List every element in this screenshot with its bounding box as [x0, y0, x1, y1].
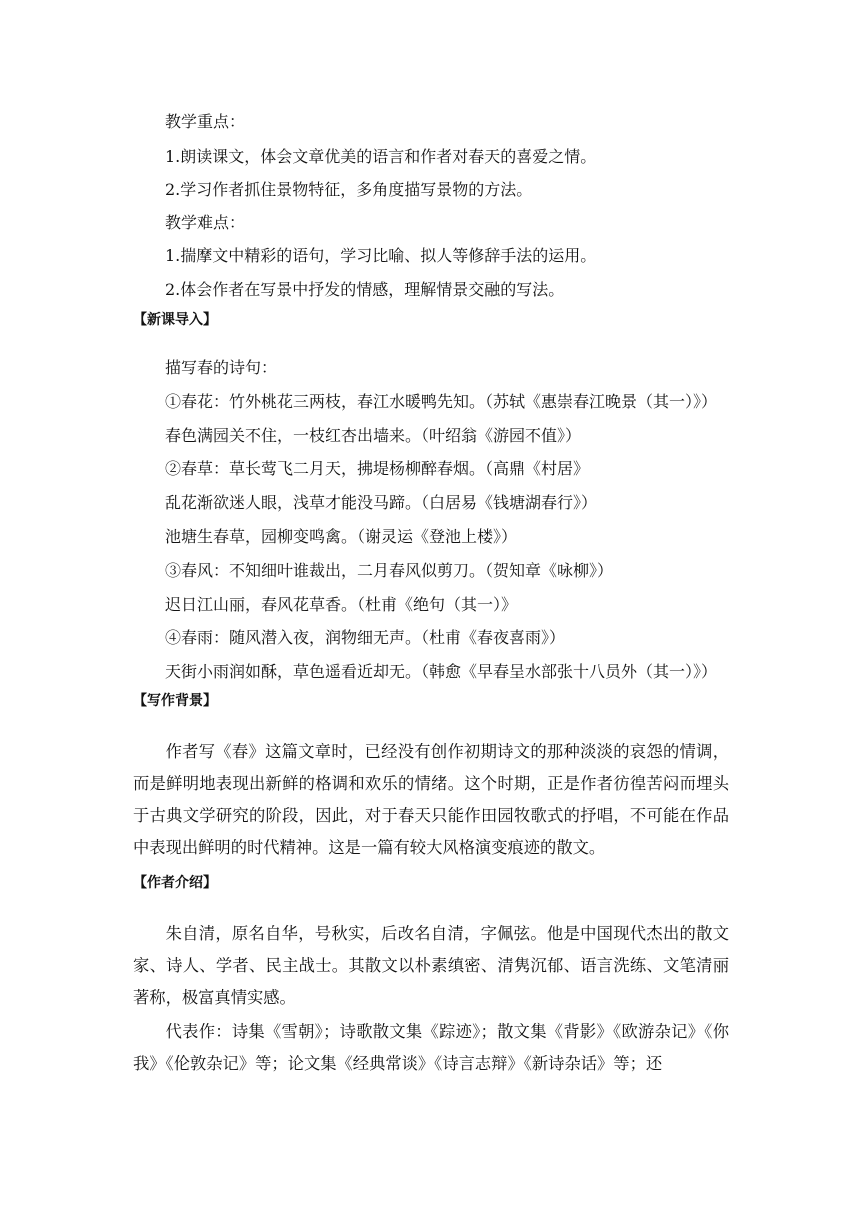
- poem-line-2: 春色满园关不住，一枝红杏出墙来。（叶绍翁《游园不值》）: [165, 426, 582, 445]
- poem-line-5: 池塘生春草，园柳变鸣禽。（谢灵运《登池上楼》）: [165, 527, 518, 546]
- poem-line-4: 乱花渐欲迷人眼，浅草才能没马蹄。（白居易《钱塘湖春行》）: [165, 493, 598, 512]
- teaching-key-item-2: 2.学习作者抓住景物特征，多角度描写景物的方法。: [165, 180, 533, 199]
- section-heading-author: 【作者介绍】: [133, 875, 217, 891]
- poem-intro: 描写春的诗句：: [165, 358, 278, 377]
- teaching-key-label: 教学重点：: [165, 112, 246, 131]
- teaching-difficulty-item-1: 1.揣摩文中精彩的语句，学习比喻、拟人等修辞手法的运用。: [165, 246, 597, 265]
- teaching-key-item-1: 1.朗读课文，体会文章优美的语言和作者对春天的喜爱之情。: [165, 147, 597, 166]
- author-paragraph-2: 代表作：诗集《雪朝》；诗歌散文集《踪迹》；散文集《背影》《欧游杂记》《你我》《伦敦杂记》等；论文集《经典常谈》《诗言志辩》《新诗杂话》等；还: [133, 1022, 729, 1073]
- poem-line-3: ②春草：草长莺飞二月天，拂堤杨柳醉春烟。（高鼎《村居》: [165, 459, 590, 478]
- poem-line-8: ④春雨：随风潜入夜，润物细无声。（杜甫《春夜喜雨》）: [165, 628, 566, 647]
- author-paragraph-1: 朱自清，原名自华，号秋实，后改名自清，字佩弦。他是中国现代杰出的散文家、诗人、学者、民主战士。其散文以朴素缜密、清隽沉郁、语言洗练、文笔清丽著称，极富真情实感。: [133, 924, 729, 1007]
- section-heading-new-lesson: 【新课导入】: [133, 312, 217, 328]
- poem-line-1: ①春花：竹外桃花三两枝，春江水暖鸭先知。（苏轼《惠崇春江晚景（其一）》）: [165, 392, 718, 411]
- teaching-difficulty-label: 教学难点：: [165, 213, 246, 232]
- poem-line-6: ③春风：不知细叶谁裁出，二月春风似剪刀。（贺知章《咏柳》）: [165, 561, 614, 580]
- teaching-difficulty-item-2: 2.体会作者在写景中抒发的情感，理解情景交融的写法。: [165, 280, 565, 299]
- section-heading-background: 【写作背景】: [133, 693, 217, 709]
- background-paragraph: 作者写《春》这篇文章时，已经没有创作初期诗文的那种淡淡的哀怨的情调，而是鲜明地表现出新鲜的格调和欢乐的情绪。这个时期，正是作者彷徨苦闷而埋头于古典文学研究的阶段，因此，对于春天只能作田园牧歌式的抒唱，不可能在作品中表现出鲜明的时代精神。这是一篇有较大风格演变痕迹的散文。: [133, 742, 729, 857]
- poem-line-7: 迟日江山丽，春风花草香。（杜甫《绝句（其一）》: [165, 595, 518, 614]
- poem-line-9: 天街小雨润如酥，草色遥看近却无。（韩愈《早春呈水部张十八员外（其一）》）: [165, 662, 718, 681]
